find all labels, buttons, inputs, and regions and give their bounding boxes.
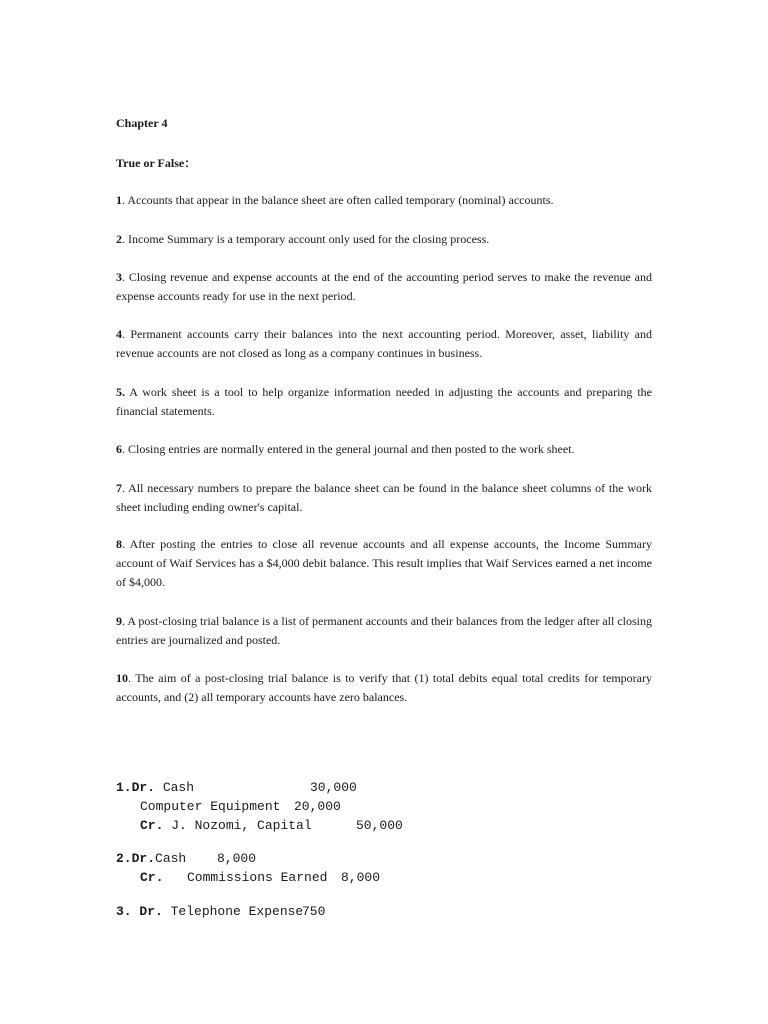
credit-label: Cr.	[140, 870, 164, 885]
credit-label: Cr.	[140, 818, 164, 833]
question-number: 10	[116, 671, 128, 685]
entry-2-debit-line	[116, 851, 186, 866]
question-2	[116, 230, 652, 249]
question-number: 8	[116, 537, 122, 551]
question-text: Closing revenue and expense accounts at the end of the accounting period serves to make the revenue and expense accounts ready for use in the next period.	[116, 270, 653, 303]
question-separator: .	[122, 537, 130, 551]
question-3	[116, 268, 652, 306]
debit-account: Telephone Expense	[162, 904, 304, 919]
section-heading: True or False：	[116, 156, 197, 170]
entry-1-debit-line	[116, 780, 194, 795]
question-1	[116, 191, 652, 210]
question-number: 6	[116, 442, 122, 456]
question-separator: .	[122, 270, 129, 284]
question-number: 2	[116, 232, 122, 246]
question-7	[116, 479, 652, 517]
question-number: 1	[116, 193, 122, 207]
entry-1-credit-amount: 50,000	[356, 818, 403, 833]
entry-1-credit-line	[140, 818, 312, 833]
debit-account: Cash	[155, 851, 187, 866]
question-text: A post-closing trial balance is a list of permanent accounts and their balances from the ledger after all closing entries are journalized and posted.	[116, 614, 653, 647]
question-6	[116, 440, 652, 459]
question-text: Accounts that appear in the balance sheet are often called temporary (nominal) accounts.	[127, 193, 554, 207]
entry-3-debit-amount: 750	[302, 904, 326, 919]
question-separator: .	[128, 671, 136, 685]
question-text: A work sheet is a tool to help organize information needed in adjusting the accounts and preparing the financial statements.	[116, 385, 652, 418]
entry-2-credit-amount: 8,000	[341, 870, 381, 885]
entry-label: 2.Dr.	[116, 851, 156, 866]
question-number: 3	[116, 270, 122, 284]
question-number: 7	[116, 481, 122, 495]
question-text: Income Summary is a temporary account only used for the closing process.	[128, 232, 490, 246]
entry-label: 1.Dr.	[116, 780, 156, 795]
debit-account: Cash	[155, 780, 195, 795]
question-separator: .	[122, 193, 128, 207]
question-text: After posting the entries to close all revenue accounts and all expense accounts, the Income Summary account of Waif Services has a $4,000 debit balance. This result implies that Waif Services earned a net income of $4,000.	[116, 537, 652, 589]
question-separator: .	[122, 614, 128, 628]
entry-2-credit-label	[140, 870, 163, 885]
entry-2-credit-account: Commissions Earned	[187, 870, 328, 885]
question-text: Closing entries are normally entered in the general journal and then posted to the work sheet.	[128, 442, 575, 456]
question-8	[116, 535, 652, 592]
question-number: 9	[116, 614, 122, 628]
entry-1-debit-amount-2: 20,000	[294, 799, 341, 814]
chapter-heading: Chapter 4	[116, 116, 168, 130]
question-separator: .	[122, 442, 128, 456]
question-text: All necessary numbers to prepare the balance sheet can be found in the balance sheet columns of the work sheet including ending owner's capital.	[116, 481, 652, 514]
question-5	[116, 383, 652, 421]
question-9	[116, 612, 652, 650]
entry-1-debit-amount: 30,000	[310, 780, 357, 795]
entry-1-debit-line-2: Computer Equipment	[140, 799, 281, 814]
question-separator: .	[122, 232, 128, 246]
question-text: The aim of a post-closing trial balance is to verify that (1) total debits equal total credits for temporary accounts, and (2) all temporary accounts have zero balances.	[116, 671, 652, 704]
entry-3-debit-line	[116, 904, 303, 919]
entry-label: 3. Dr.	[116, 904, 163, 919]
credit-account: J. Nozomi, Capital	[163, 818, 312, 833]
question-number: 4	[116, 327, 122, 341]
question-separator: .	[122, 481, 129, 495]
question-text: Permanent accounts carry their balances into the next accounting period. Moreover, asset, liability and revenue accounts are not closed as long as a company continues in business.	[116, 327, 653, 360]
question-number: 5.	[116, 385, 125, 399]
question-4	[116, 325, 652, 363]
question-separator: .	[122, 327, 131, 341]
entry-2-debit-amount: 8,000	[217, 851, 257, 866]
question-10	[116, 669, 652, 707]
